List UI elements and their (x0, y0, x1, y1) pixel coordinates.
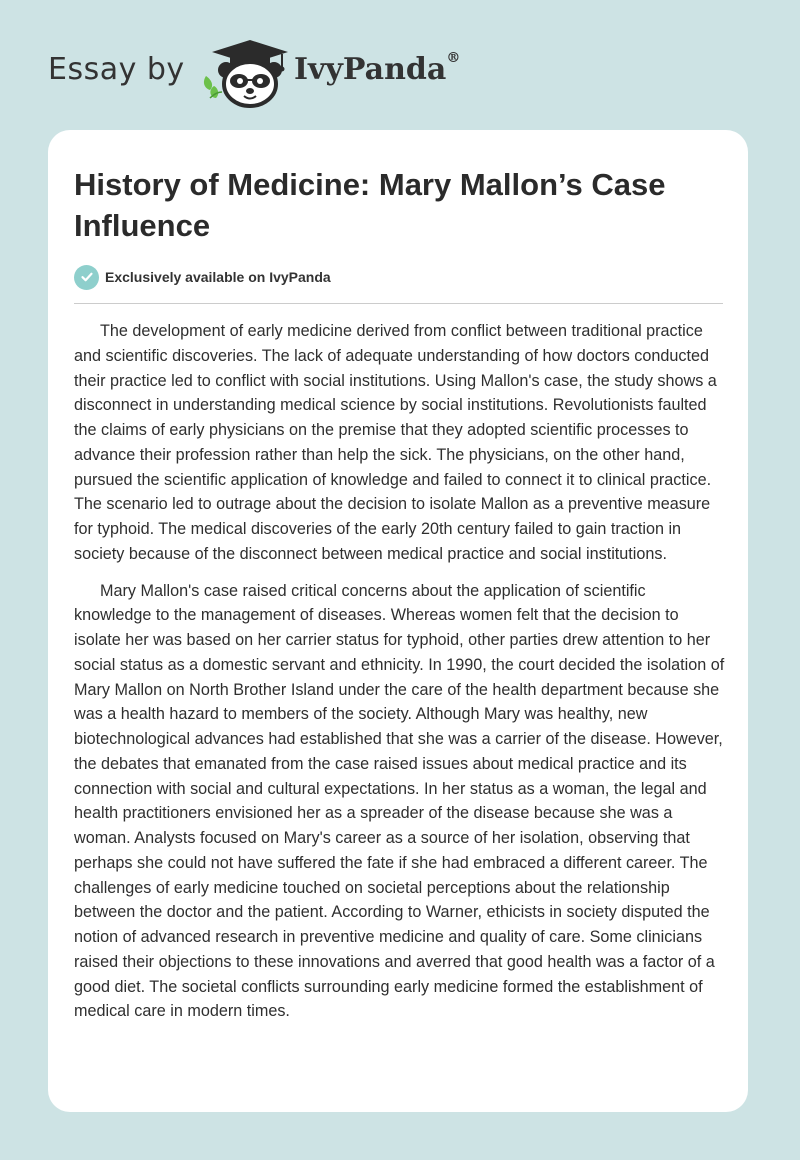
exclusive-badge (74, 264, 331, 290)
exclusive-label: Exclusively available on IvyPanda (105, 269, 331, 285)
paragraph: Mary Mallon's case raised critical concerns about the application of scientific knowledge to the management of diseases. Whereas women felt that the decision to isolate her was based on her carrier status for typhoid, other parties drew attention to her social status as a domestic servant and ethnicity. In 1990, the court decided the isolation of Mary Mallon on North Brother Island under the care of the health department because she was a health hazard to members of the society. Although Mary was healthy, new biotechnological advances had established that she was a carrier of the disease. However, the debates that emanated from the case raised issues about medical practice and its connection with social and cultural expectations. In her status as a woman, the legal and health practitioners envisioned her as a spreader of the disease because she was a woman. Analysts focused on Mary's career as a source of her isolation, observing that perhaps she could not have suffered the fate if she had embraced a different career. The challenges of early medicine touched on societal perceptions about the relationship between the doctor and the patient. According to Warner, ethicists in society disputed the notion of advanced research in preventive medicine and quality of care. Some clinicians raised their objections to these innovations and averred that good health was a factor of a good diet. The societal conflicts surrounding early medicine formed the establishment of medical care in modern times. (74, 581, 725, 1021)
registered-mark: ® (446, 50, 461, 66)
brand-name-text: IvyPanda (294, 52, 447, 87)
site-header (0, 0, 800, 130)
essay-card (48, 130, 748, 1112)
essay-body (74, 319, 726, 1036)
essay-by-label: Essay by (48, 52, 185, 87)
brand-name[interactable] (294, 52, 460, 87)
checkmark-icon (74, 265, 99, 290)
essay-title: History of Medicine: Mary Mallon’s Case Influence (74, 167, 666, 243)
paragraph: The development of early medicine derived from conflict between traditional practice and scientific discoveries. The lack of adequate understanding of how doctors conducted their practice led to conflict with social institutions. Using Mallon's case, the study shows a disconnect in understanding medical science by social institutions. Revolutionists faulted the claims of early physicians on the premise that they adopted scientific processes to advance their profession rather than help the sick. The physicians, on the other hand, pursued the scientific application of knowledge and failed to connect it to clinical practice. The scenario led to outrage about the decision to isolate Mallon as a preventive measure for typhoid. The medical discoveries of the early 20th century failed to gain traction in society because of the disconnect between medical practice and social institutions. (74, 322, 717, 563)
divider (74, 303, 723, 304)
ivypanda-logo-icon[interactable] (200, 36, 290, 108)
